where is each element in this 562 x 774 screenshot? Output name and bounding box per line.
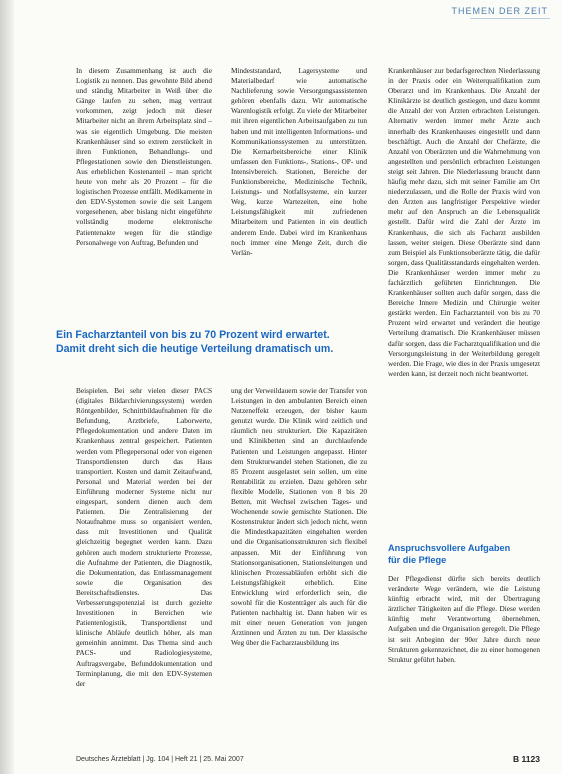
subhead-line-1: Anspruchsvollere Aufgaben — [388, 543, 511, 553]
column-3-bottom — [388, 574, 540, 743]
paragraph: Beispielen. Bei sehr vielen dieser PACS (digitales Bildarchivierungssystem) werden Röntgenbilder, Schnittbildaufnahmen für die Befundung, Arztbriefe, Laborwerte, Pflegedokumentation und andere Daten im Krankenhaus zentral gespeichert. Patienten werden vom Pflegepersonal oder von eigenen Transportdiensten durch das Haus transportiert. Kosten und damit Zeitaufwand, Personal und Material werden bei der Einführung moderner Systeme nicht nur eingespart, sondern dienen auch dem Patienten. Die Zentralisierung der Notaufnahme muss so organisiert werden, dass mit Investitionen und Qualität gleichzeitig begegnet werden kann. Dazu gehören auch modern strukturierte Prozesse, die Aufnahme der Patienten, die Diagnostik, die Dokumentation, das Entlassmanagement sowie die Organisation des Bereitschaftsdienstes. Das Verbesserungspotenzial ist durch gezielte Investitionen in Bereichen wie Patientenlogistik, Transportdienst und klinische Abläufe deutlich höher, als man gemeinhin annimmt. Das Thema sind auch PACS- und Radiologiesysteme, Auftragsvergabe, Befunddokumentation und Terminplanung, die mit den EDV-Systemen der — [76, 386, 212, 688]
paragraph: ung der Verweildauern sowie der Transfer von Leistungen in den ambulanten Bereich einen Nutzeneffekt erzeugen, der bisher kaum genutzt wurde. Die Klinik wird zeitlich und räumlich neu strukturiert. Die Kapazitäten und Klinikbetten sind an durchlaufende Patienten und Leistungen angepasst. Hinter dem Strukturwandel stehen Stationen, die zu 85 Prozent ausgelastet sein sollen, um eine Rentabilität zu erzielen. Dazu gehören sehr flexible Modelle, Stationen von 8 bis 20 Betten, mit Wechsel zwischen Tages- und Wochenende sowie gemischte Stationen. Die Kostenstruktur ändert sich jedoch nicht, wenn die Mindestkapazitäten eingehalten werden und die Organisationsstrukturen sich flexibel anpassen. Mit der Einführung von Stationsorganisationen, Stationsleitungen und klinischen Prozessabläufen erhöht sich die Leistungsfähigkeit erheblich. Eine Entwicklung wird erforderlich sein, die sowohl für die Kostenträger als auch für die Patienten nachhaltig ist. Dann haben wir es mit einer neuen Generation von jungen Ärztinnen und Ärzten zu tun. Der klassische Weg über die Facharztausbildung ins — [231, 386, 367, 648]
running-head: THEMEN DER ZEIT — [451, 6, 548, 16]
column-3-top — [388, 66, 540, 534]
column-1-bottom — [76, 386, 212, 743]
header-rule — [470, 18, 550, 19]
column-2-bottom — [231, 386, 367, 743]
journal-footer: Deutsches Ärzteblatt | Jg. 104 | Heft 21 | 25. Mai 2007 — [76, 756, 244, 763]
page-number: B 1123 — [513, 754, 540, 764]
column-2-top — [231, 66, 367, 280]
paragraph: Der Pflegedienst dürfte sich bereits deutlich veränderte Wege verändern, wie die Leistung künftig erbracht wird, mit der Übertragung ärztlicher Tätigkeiten auf die Pflege. Diese werden künftig mehr Verantwortung übernehmen, Aufgaben und die Organisation geregelt. Die Pflege ist seit Anbeginn der 90er Jahre durch neue Strukturen gekennzeichnet, die zu einer homogenen Struktur geführt haben. — [388, 574, 540, 664]
paragraph: In diesem Zusammenhang ist auch die Logistik zu nennen. Das gewohnte Bild abend und ständig Mitarbeiter in Weiß über die Gänge laufen zu sehen, mag vertraut vorkommen, zeigt jedoch mit dieser Mitarbeiter nicht an ihrem Arbeitsplatz sind – was sie eigentlich Umgebung. Die meisten Krankenhäuser sind so extrem zerstückelt in ihren Funktionen, Behandlungs- und Pflegestationen sowie den Dienstleistungen. Aus erheblichen Kostenanteil – man spricht heute von mehr als 20 Prozent – für die logistischen Prozesse entfällt. Medikamente in den EDV-Systemen sowie die seit Langem vorgesehenen, aber bislang nicht eingeführte vollständig moderne elektronische Patientenakte wegen für die ständige Personalwege von Auftrag, Befunden und — [76, 66, 212, 247]
column-1-top — [76, 66, 212, 280]
section-subhead — [388, 543, 540, 566]
pull-quote-line-1: Ein Facharztanteil von bis zu 70 Prozent wird erwartet. — [56, 329, 330, 341]
binding-gutter — [0, 0, 14, 774]
pull-quote — [56, 328, 376, 356]
paragraph: Krankenhäuser zur bedarfsgerechten Niederlassung in der Praxis oder ein Weiterqualifikation zum Oberarzt und im Krankenhaus. Die Anzahl der Klinikärzte ist deutlich gestiegen, und dazu kommt die Anzahl der von Ärzten erbrachten Leistungen. Alternativ werden immer mehr Ärzte auch innerhalb des Krankenhauses eingestellt und dann beschäftigt. Auch die Anzahl der Chefärzte, die Anzahl von Oberärzten und die Wahrnehmung von angestellten und persönlich erbrachten Leistungen steigt seit Jahren. Die Niederlassung braucht dann häufig mehr dazu, sich mit seiner Familie am Ort niederzulassen, und die Rolle der Praxis wird von den Ärzten aus langfristiger Perspektive wieder mehr auf den Anspruch an die Lebensqualität gestellt. Dafür wird die Zahl der Ärzte im Krankenhaus, die sich als Facharzt ausbilden lassen, weiter steigen. Diese Oberärzte sind dann zum Beispiel als Funktionsoberärzte tätig, die dafür sorgen, dass Qualitätsstandards eingehalten werden. Die Krankenhäuser werden immer mehr zu fachärztlich geführten Einrichtungen. Die Krankenhäuser sollten auch dafür sorgen, dass die Bereiche Innere Medizin und Chirurgie weiter gestärkt werden. Ein Facharztanteil von bis zu 70 Prozent wird erwartet und verändert die heutige Verteilung dramatisch. Die Krankenhäuser müssen dafür sorgen, dass die Facharztqualifikation und die Versorgungsleistung in der Weiterbildung geregelt werden. Die Frage, wie dies in der Praxis umgesetzt werden kann, ist derzeit noch nicht beantwortet. — [388, 66, 540, 378]
paragraph: Mindeststandard, Lagersysteme und Materialbedarf wie automatische Nachlieferung sowie Versorgungsassistenten gehören ebenfalls dazu. Wir automatische Warenlogistik erfolgt. Zu viele der Mitarbeiter mit ihren eigentlichen Arbeitsaufgaben zu tun haben und mit intelligenten Informations- und Kommunikationssystemen zu unterstützen. Die Kernarbeitsbereiche einer Klinik umfassen den Funktions-, Stations-, OP- und Intensivbereich. Stationen, Bereiche der Funktionsbereiche, Medizinische Technik, Leistungs- und Notfallsysteme, ein kurzer Weg, kurze Wartezeiten, eine hohe Leistungsfähigkeit mit zufriedenen Mitarbeitern und Patienten in ein deutlich anderem Ende. Dabei wird im Krankenhaus noch immer eine Menge Zeit, durch die Verlän- — [231, 66, 367, 257]
subhead-line-2: für die Pflege — [388, 554, 447, 565]
pull-quote-line-2: Damit dreht sich die heutige Verteilung dramatisch um. — [56, 343, 334, 355]
